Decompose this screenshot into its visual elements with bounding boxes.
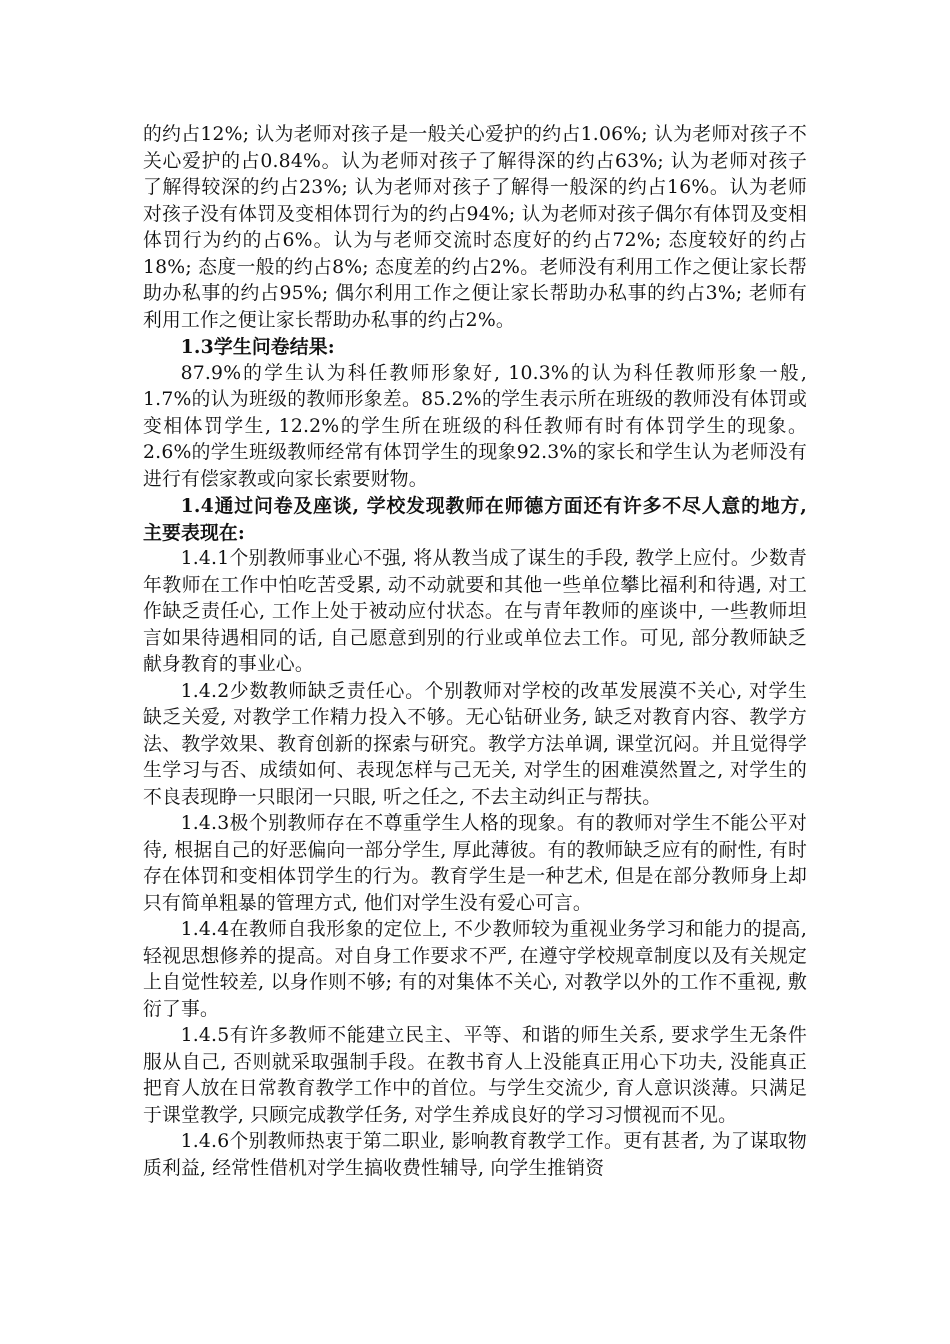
paragraph-1-4-5: 1.4.5有许多教师不能建立民主、平等、和谐的师生关系, 要求学生无条件服从自己, 否则就采取强制手段。在教书育人上没能真正用心下功夫, 没能真正把育人放在日常教育教学工作中的首位。与学生交流少, 育人意识淡薄。只满足于课堂教学, 只顾完成教学任务, 对学生养成良好的学习习惯视而不见。 [143,1025,807,1126]
heading-1-3-student-survey: 1.3学生问卷结果: [180,336,335,358]
paragraph-1-4-6: 1.4.6个别教师热衷于第二职业, 影响教育教学工作。更有甚者, 为了谋取物质利益, 经常性借机对学生搞收费性辅导, 向学生推销资 [143,1131,807,1179]
paragraph-student-survey-results: 87.9%的学生认为科任教师形象好, 10.3%的认为科任教师形象一般, 1.7%的认为班级的教师形象差。85.2%的学生表示所在班级的教师没有体罚或变相体罚学生, 12.2%的学生所在班级的科任教师有时有体罚学生的现象。2.6%的学生班级教师经常有体罚学生的现象92.3%的家长和学生认为老师没有进行有偿家教或向家长索要财物。 [143,362,807,490]
paragraph-survey-parent-continued: 的约占12%; 认为老师对孩子是一般关心爱护的约占1.06%; 认为老师对孩子不关心爱护的占0.84%。认为老师对孩子了解得深的约占63%; 认为老师对孩子了解得较深的约占23%; 认为老师对孩子了解得一般深的约占16%。认为老师对孩子没有体罚及变相体罚行为的约占94%; 认为老师对孩子偶尔有体罚及变相体罚行为约的占6%。认为与老师交流时态度好的约占72%; 态度较好的约占18%; 态度一般的约占8%; 态度差的约占2%。老师没有利用工作之便让家长帮助办私事的约占95%; 偶尔利用工作之便让家长帮助办私事的约占3%; 老师有利用工作之便让家长帮助办私事的约占2%。 [143,124,807,331]
paragraph-1-4-2: 1.4.2少数教师缺乏责任心。个别教师对学校的改革发展漠不关心, 对学生缺乏关爱, 对教学工作精力投入不够。无心钻研业务, 缺乏对教育内容、教学方法、教学效果、教育创新的探索与研究。教学方法单调, 课堂沉闷。并且觉得学生学习与否、成绩如何、表现怎样与己无关, 对学生的困难漠然置之, 对学生的不良表现睁一只眼闭一只眼, 听之任之, 不去主动纠正与帮扶。 [143,680,807,808]
document-body [143,122,807,1182]
paragraph-1-4-1: 1.4.1个别教师事业心不强, 将从教当成了谋生的手段, 教学上应付。少数青年教师在工作中怕吃苦受累, 动不动就要和其他一些单位攀比福利和待遇, 对工作缺乏责任心, 工作上处于被动应付状态。在与青年教师的座谈中, 一些教师坦言如果待遇相同的话, 自己愿意到别的行业或单位去工作。可见, 部分教师缺乏献身教育的事业心。 [143,548,807,675]
paragraph-1-4-4: 1.4.4在教师自我形象的定位上, 不少教师较为重视业务学习和能力的提高, 轻视思想修养的提高。对自身工作要求不严, 在遵守学校规章制度以及有关规定上自觉性较差, 以身作则不够; 有的对集体不关心, 对教学以外的工作不重视, 敷衍了事。 [143,919,807,1020]
paragraph-1-4-3: 1.4.3极个别教师存在不尊重学生人格的现象。有的教师对学生不能公平对待, 根据自己的好恶偏向一部分学生, 厚此薄彼。有的教师缺乏应有的耐性, 有时存在体罚和变相体罚学生的行为。教育学生是一种艺术, 但是在部分教师身上却只有简单粗暴的管理方式, 他们对学生没有爱心可言。 [143,813,807,914]
heading-1-4-problems: 1.4通过问卷及座谈, 学校发现教师在师德方面还有许多不尽人意的地方, 主要表现在: [143,495,807,544]
